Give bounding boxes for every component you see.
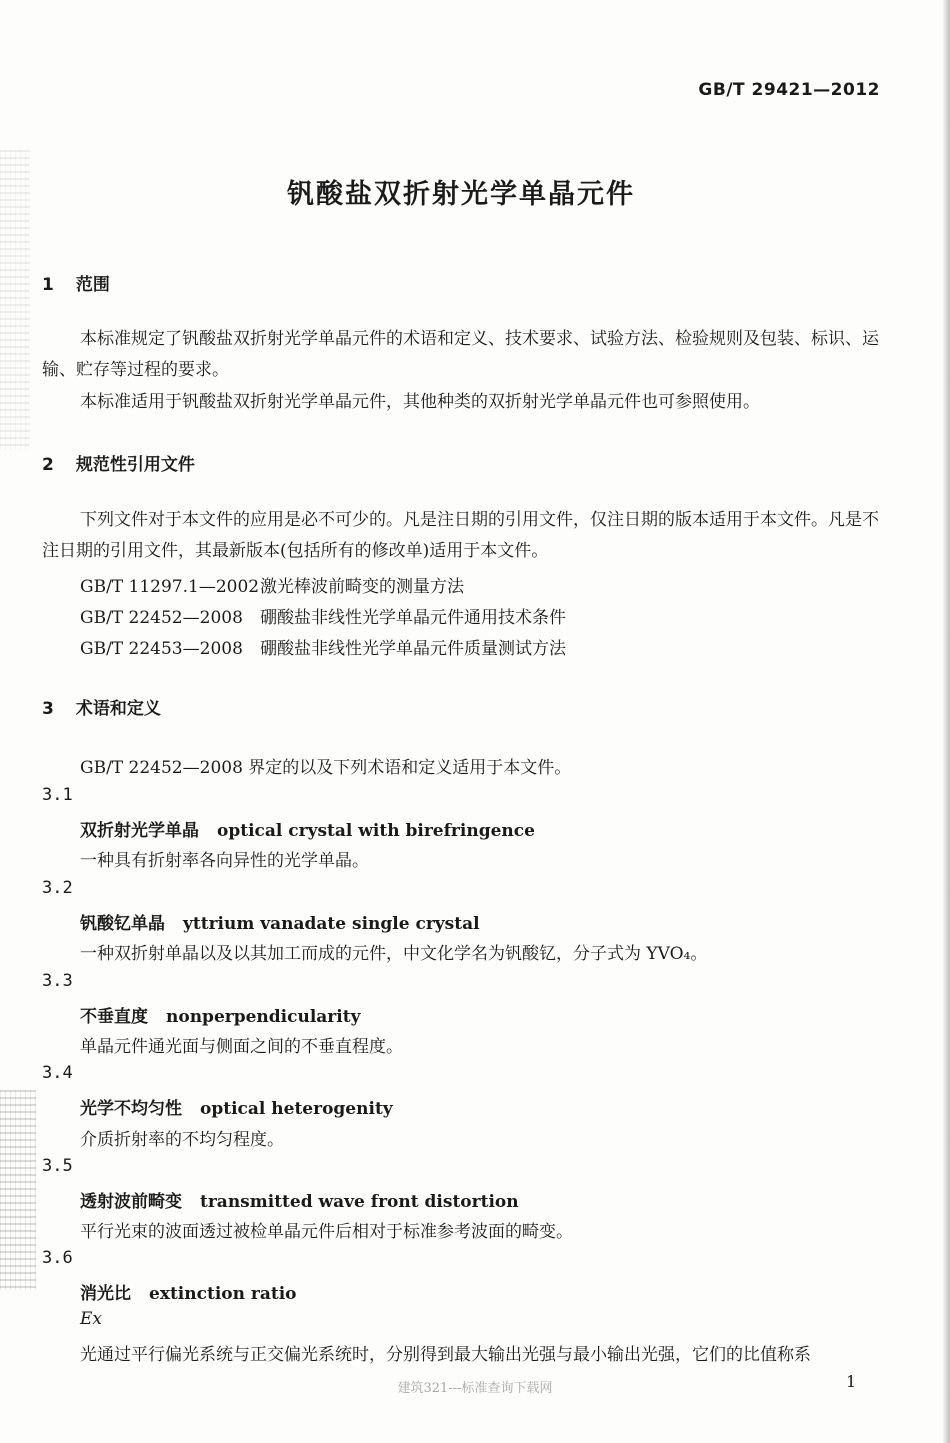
reference-code: GB/T 11297.1—2002 — [80, 577, 260, 597]
term-number: 3.1 — [42, 785, 73, 805]
term-definition: 光通过平行偏光系统与正交偏光系统时，分别得到最大输出光强与最小输出光强，它们的比值称系 — [80, 1345, 811, 1365]
term-english: optical crystal with birefringence — [217, 821, 535, 841]
term-chinese: 透射波前畸变 — [80, 1192, 182, 1212]
section-1-heading — [42, 270, 110, 295]
term-symbol: Ex — [80, 1309, 102, 1329]
term-entry — [80, 1094, 393, 1119]
reference-code: GB/T 22453—2008 — [80, 639, 243, 659]
section-2-heading — [42, 450, 195, 475]
reference-title: 激光棒波前畸变的测量方法 — [260, 577, 464, 597]
term-number: 3.5 — [42, 1156, 73, 1176]
reference-item — [80, 603, 566, 628]
section-title: 术语和定义 — [75, 699, 161, 719]
term-entry — [80, 1187, 519, 1212]
section-3-heading — [42, 694, 161, 719]
reference-title: 硼酸盐非线性光学单晶元件质量测试方法 — [260, 639, 566, 659]
term-chinese: 钒酸钇单晶 — [80, 914, 165, 934]
term-entry — [80, 1002, 360, 1027]
term-entry — [80, 1279, 297, 1304]
term-english: nonperpendicularity — [166, 1007, 361, 1027]
reference-item — [80, 572, 464, 597]
term-definition: 平行光束的波面透过被检单晶元件后相对于标准参考波面的畸变。 — [80, 1222, 573, 1242]
term-english: yttrium vanadate single crystal — [183, 914, 480, 934]
term-english: transmitted wave front distortion — [200, 1192, 519, 1212]
term-entry — [80, 816, 535, 841]
term-chinese: 光学不均匀性 — [80, 1099, 182, 1119]
page-number: 1 — [846, 1372, 857, 1391]
term-number: 3.6 — [42, 1248, 73, 1268]
scan-noise-bottom — [0, 1090, 36, 1290]
section-1-paragraph-1: 本标准规定了钒酸盐双折射光学单晶元件的术语和定义、技术要求、试验方法、检验规则及包装、标识、运输、贮存等过程的要求。 — [42, 329, 879, 380]
reference-item — [80, 634, 566, 659]
section-title: 范围 — [75, 275, 110, 295]
section-3-intro: GB/T 22452—2008 界定的以及下列术语和定义适用于本文件。 — [80, 758, 572, 778]
section-number: 3 — [42, 699, 54, 719]
section-number: 2 — [42, 455, 54, 475]
term-english: extinction ratio — [149, 1284, 297, 1304]
section-title: 规范性引用文件 — [75, 455, 195, 475]
term-number: 3.4 — [42, 1063, 73, 1083]
term-definition: 单晶元件通光面与侧面之间的不垂直程度。 — [80, 1037, 403, 1057]
term-chinese: 消光比 — [80, 1284, 131, 1304]
term-chinese: 双折射光学单晶 — [80, 821, 199, 841]
standard-code: GB/T 29421—2012 — [698, 80, 880, 100]
document-title: 钒酸盐双折射光学单晶元件 — [287, 179, 635, 210]
term-english: optical heterogenity — [200, 1099, 393, 1119]
reference-title: 硼酸盐非线性光学单晶元件通用技术条件 — [260, 608, 566, 628]
term-definition: 介质折射率的不均匀程度。 — [80, 1130, 284, 1150]
term-number: 3.3 — [42, 971, 73, 991]
term-number: 3.2 — [42, 878, 73, 898]
section-number: 1 — [42, 275, 54, 295]
reference-code: GB/T 22452—2008 — [80, 608, 243, 628]
term-definition: 一种具有折射率各向异性的光学单晶。 — [80, 851, 369, 871]
section-1-paragraph-2: 本标准适用于钒酸盐双折射光学单晶元件，其他种类的双折射光学单晶元件也可参照使用。 — [80, 392, 760, 412]
term-chinese: 不垂直度 — [80, 1007, 148, 1027]
term-entry — [80, 909, 480, 934]
footer-watermark: 建筑321---标准查询下载网 — [397, 1381, 553, 1396]
term-definition: 一种双折射单晶以及以其加工而成的元件，中文化学名为钒酸钇，分子式为 YVO₄。 — [80, 944, 708, 964]
scan-edge-shadow — [942, 0, 950, 1443]
section-2-paragraph-1: 下列文件对于本文件的应用是必不可少的。凡是注日期的引用文件，仅注日期的版本适用于本文件。凡是不注日期的引用文件，其最新版本(包括所有的修改单)适用于本文件。 — [42, 510, 879, 561]
